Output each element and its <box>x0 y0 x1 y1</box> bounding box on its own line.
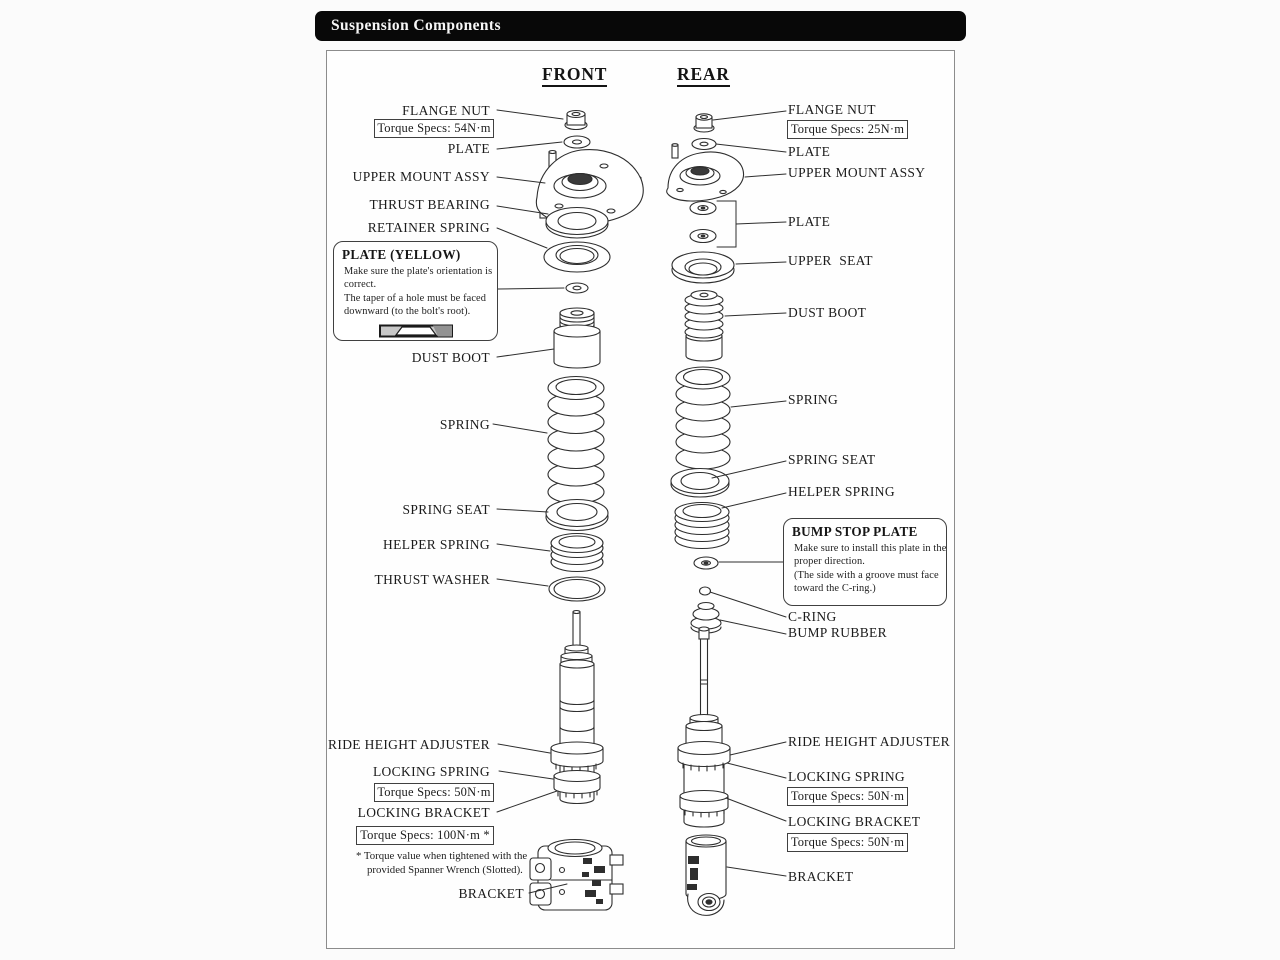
front-torque-locking-bracket: Torque Specs: 100N·m * <box>356 826 494 845</box>
rear-dust-boot-part <box>685 291 723 362</box>
front-thrust-washer-part <box>549 577 605 601</box>
front-bracket-part <box>530 840 623 911</box>
rear-plate-top-part <box>692 139 716 150</box>
front-yellow-plate-part <box>566 283 588 293</box>
front-plate-yellow-note-line: Make sure the plate's orientation is <box>344 266 493 277</box>
front-label-helper-spring: HELPER SPRING <box>383 537 490 552</box>
rear-label-bump-rubber: BUMP RUBBER <box>788 625 888 640</box>
front-shock-absorber-part <box>551 611 603 804</box>
rear-plate-pair-part <box>690 202 716 243</box>
front-plate-yellow-note <box>333 241 498 341</box>
rear-torque-flange-nut: Torque Specs: 25N·m <box>787 120 908 139</box>
rear-spring-seat-part <box>671 469 729 498</box>
rear-bump-stop-note-line: toward the C-ring.) <box>794 583 876 595</box>
rear-column-heading: REAR <box>677 65 730 87</box>
rear-spring-part <box>676 367 730 469</box>
rear-helper-spring-part <box>675 503 729 549</box>
rear-flange-nut-part <box>694 114 714 132</box>
front-label-flange-nut: FLANGE NUT <box>402 103 490 118</box>
rear-upper-mount-part <box>667 144 744 201</box>
front-plate-yellow-note-line: downward (to the bolt's root). <box>344 306 471 318</box>
rear-bump-stop-note-title: BUMP STOP PLATE <box>792 524 918 539</box>
rear-bump-stop-note-line: proper direction. <box>794 556 865 568</box>
front-footnote-line-2: provided Spanner Wrench (Slotted). <box>367 864 523 876</box>
front-label-locking-bracket: LOCKING BRACKET <box>357 805 490 820</box>
rear-upper-seat-part <box>672 252 734 283</box>
front-footnote-line-1: * Torque value when tightened with the <box>356 850 528 862</box>
rear-label-plate-pair: PLATE <box>788 214 831 229</box>
rear-torque-locking-spring: Torque Specs: 50N·m <box>787 787 908 806</box>
rear-label-plate-top: PLATE <box>788 144 831 159</box>
rear-label-flange-nut: FLANGE NUT <box>788 102 876 117</box>
rear-label-locking-bracket: LOCKING BRACKET <box>788 814 921 829</box>
front-plate-yellow-note-line: The taper of a hole must be faced <box>344 292 487 304</box>
rear-label-dust-boot: DUST BOOT <box>788 305 867 320</box>
rear-label-upper-seat: UPPER SEAT <box>788 253 873 268</box>
front-plate-part <box>564 136 590 148</box>
front-label-bracket: BRACKET <box>458 886 524 901</box>
front-label-plate: PLATE <box>447 141 490 156</box>
front-flange-nut-part <box>565 111 587 130</box>
front-assembly-drawing <box>530 111 643 911</box>
front-plate-yellow-note-title: PLATE (YELLOW) <box>342 247 461 262</box>
front-label-retainer-spring: RETAINER SPRING <box>367 220 490 235</box>
rear-assembly-drawing <box>667 114 744 916</box>
rear-label-bracket: BRACKET <box>788 869 854 884</box>
front-thrust-bearing-part <box>546 208 608 239</box>
front-column-heading: FRONT <box>542 65 607 87</box>
front-torque-flange-nut: Torque Specs: 54N·m <box>374 119 494 138</box>
front-label-ride-height-adjuster: RIDE HEIGHT ADJUSTER <box>328 737 490 752</box>
front-dust-boot-part <box>554 308 600 368</box>
front-spring-part <box>548 377 604 504</box>
rear-label-helper-spring: HELPER SPRING <box>788 484 895 499</box>
front-retainer-spring-part <box>544 242 610 272</box>
rear-bump-stop-note-line: Make sure to install this plate in the <box>794 543 947 554</box>
front-label-thrust-washer: THRUST WASHER <box>374 572 490 587</box>
rear-label-spring-seat: SPRING SEAT <box>788 452 876 467</box>
rear-label-ride-height-adjuster: RIDE HEIGHT ADJUSTER <box>788 734 950 749</box>
plate-cross-section-figure <box>378 323 454 339</box>
front-label-thrust-bearing: THRUST BEARING <box>369 197 490 212</box>
front-label-spring-seat: SPRING SEAT <box>402 502 490 517</box>
page-title: Suspension Components <box>315 11 966 41</box>
rear-bracket-part <box>686 835 726 915</box>
rear-bump-stop-note-line: (The side with a groove must face <box>794 569 939 581</box>
front-torque-locking-spring: Torque Specs: 50N·m <box>374 783 494 802</box>
front-plate-yellow-note-line: correct. <box>344 279 377 291</box>
rear-label-c-ring: C-RING <box>788 609 837 624</box>
rear-bump-stop-plate-part <box>694 557 718 569</box>
front-label-upper-mount-assy: UPPER MOUNT ASSY <box>352 169 490 184</box>
rear-label-locking-spring: LOCKING SPRING <box>788 769 906 784</box>
rear-torque-locking-bracket: Torque Specs: 50N·m <box>787 833 908 852</box>
rear-shock-absorber-part <box>678 627 730 827</box>
front-helper-spring-part <box>551 534 603 572</box>
rear-label-spring: SPRING <box>788 392 839 407</box>
front-label-locking-spring: LOCKING SPRING <box>372 764 490 779</box>
front-label-dust-boot: DUST BOOT <box>411 350 490 365</box>
rear-bump-stop-note <box>783 518 947 606</box>
rear-c-ring-part <box>700 587 711 595</box>
rear-label-upper-mount-assy: UPPER MOUNT ASSY <box>788 165 926 180</box>
front-label-spring: SPRING <box>439 417 490 432</box>
front-spring-seat-part <box>546 500 608 531</box>
